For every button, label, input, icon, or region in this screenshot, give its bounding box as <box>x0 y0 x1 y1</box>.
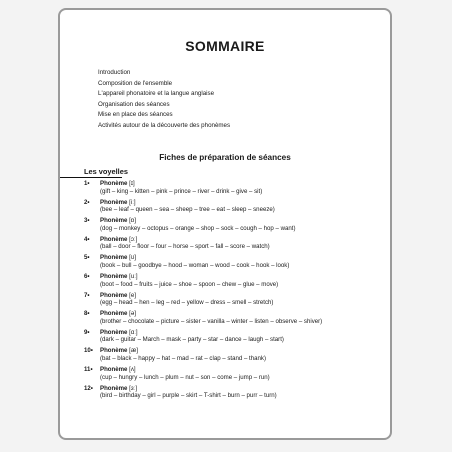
phoneme-symbol: [ɪ] <box>129 180 135 187</box>
phoneme-entry <box>84 347 374 366</box>
entry-number: 3• <box>84 217 90 225</box>
phoneme-entry <box>84 180 374 199</box>
phoneme-entry <box>84 329 374 348</box>
example-words: (boot – food – fruits – juice – shoe – spoon – chew – glue – move) <box>100 280 279 288</box>
phoneme-symbol: [ɔː] <box>129 235 138 243</box>
intro-item: Organisation des séances <box>98 100 170 108</box>
entry-body <box>100 366 270 381</box>
entry-number: 6• <box>84 272 90 280</box>
phoneme-label: Phonème <box>100 365 128 373</box>
entry-body <box>100 273 278 288</box>
phoneme-entry <box>84 199 374 218</box>
entry-heading <box>100 180 135 187</box>
intro-item: Mise en place des séances <box>98 111 173 119</box>
example-words: (egg – head – hen – leg – red – yellow – dress – smell – stretch) <box>100 299 274 307</box>
entry-body <box>100 217 295 232</box>
entry-number: 2• <box>84 198 90 206</box>
entry-heading <box>100 254 136 261</box>
example-words: (book – bull – goodbye – hood – woman – wood – cook – hook – look) <box>100 261 290 269</box>
entry-body <box>100 347 266 362</box>
phoneme-label: Phonème <box>100 384 128 392</box>
entry-heading <box>100 366 136 373</box>
entry-heading <box>100 310 136 317</box>
phoneme-entry <box>84 292 374 311</box>
phoneme-symbol: [iː] <box>129 198 136 206</box>
phoneme-list <box>84 180 374 403</box>
phoneme-label: Phonème <box>100 254 128 262</box>
example-words: (bat – black – happy – hat – mad – rat – clap – stand – thank) <box>100 354 266 362</box>
entry-number: 4• <box>84 235 90 243</box>
document-page <box>58 8 392 440</box>
phoneme-label: Phonème <box>100 291 128 299</box>
example-words: (gift – king – kitten – pink – prince – river – drink – give – sit) <box>100 187 263 195</box>
phoneme-label: Phonème <box>100 347 128 355</box>
entry-number: 10• <box>84 347 93 355</box>
entry-heading <box>100 347 138 354</box>
example-words: (bird – birthday – girl – purple – skirt – T-shirt – burn – purr – turn) <box>100 392 277 400</box>
phoneme-entry <box>84 385 374 404</box>
phoneme-symbol: [e] <box>129 291 136 299</box>
phoneme-symbol: [uː] <box>129 272 138 280</box>
intro-item: Composition de l'ensemble <box>98 79 173 87</box>
phoneme-symbol: [æ] <box>129 347 138 355</box>
example-words: (dog – monkey – octopus – orange – shop – sock – cough – hop – want) <box>100 224 296 232</box>
entry-heading <box>100 292 136 299</box>
phoneme-label: Phonème <box>100 272 128 280</box>
entry-body <box>100 310 322 325</box>
phoneme-entry <box>84 217 374 236</box>
entry-number: 11• <box>84 365 93 373</box>
subsection-label: Les voyelles <box>84 167 128 176</box>
phoneme-entry <box>84 236 374 255</box>
entry-number: 12• <box>84 384 93 392</box>
example-words: (brother – chocolate – picture – sister – vanilla – winter – listen – observe – shiver) <box>100 317 323 325</box>
phoneme-label: Phonème <box>100 198 128 206</box>
intro-list <box>98 68 358 132</box>
entry-body <box>100 329 284 344</box>
entry-number: 8• <box>84 310 90 318</box>
intro-item: Introduction <box>98 69 131 76</box>
entry-number: 7• <box>84 291 90 299</box>
entry-body <box>100 254 289 269</box>
entry-number: 1• <box>84 180 90 187</box>
intro-item: Activités autour de la découverte des phonèmes <box>98 121 231 129</box>
phoneme-label: Phonème <box>100 217 128 225</box>
entry-body <box>100 236 270 251</box>
phoneme-label: Phonème <box>100 328 128 336</box>
entry-heading <box>100 329 138 336</box>
example-words: (dark – guitar – March – mask – party – star – dance – laugh – start) <box>100 336 284 344</box>
phoneme-symbol: [ɒ] <box>129 217 136 225</box>
page-title: SOMMAIRE <box>185 38 265 54</box>
entry-body <box>100 292 273 307</box>
subsection-header <box>84 167 138 178</box>
entry-heading <box>100 385 137 392</box>
phoneme-label: Phonème <box>100 235 128 243</box>
entry-heading <box>100 217 136 224</box>
phoneme-symbol: [ʊ] <box>129 254 136 262</box>
entry-body <box>100 199 275 214</box>
phoneme-symbol: [ɑː] <box>129 328 138 336</box>
entry-body <box>100 180 262 195</box>
example-words: (bee – leaf – queen – sea – sheep – tree – eat – sleep – sneeze) <box>100 206 275 214</box>
subsection-rule <box>60 177 122 178</box>
entry-heading <box>100 236 137 243</box>
phoneme-label: Phonème <box>100 180 128 187</box>
phoneme-label: Phonème <box>100 310 128 318</box>
entry-number: 5• <box>84 254 90 262</box>
phoneme-symbol: [ʌ] <box>129 365 136 373</box>
phoneme-entry <box>84 310 374 329</box>
entry-body <box>100 385 277 400</box>
phoneme-symbol: [ə] <box>129 310 136 318</box>
phoneme-entry <box>84 273 374 292</box>
phoneme-symbol: [ɜː] <box>129 384 138 392</box>
entry-heading <box>100 199 136 206</box>
entry-number: 9• <box>84 328 90 336</box>
entry-heading <box>100 273 138 280</box>
phoneme-entry <box>84 254 374 273</box>
phoneme-entry <box>84 366 374 385</box>
example-words: (ball – door – floor – four – horse – sport – fall – score – watch) <box>100 243 270 251</box>
intro-item: L'appareil phonatoire et la langue anglaise <box>98 90 215 98</box>
section-title: Fiches de préparation de séances <box>159 153 291 162</box>
example-words: (cup – hungry – lunch – plum – nut – son – come – jump – run) <box>100 373 270 381</box>
